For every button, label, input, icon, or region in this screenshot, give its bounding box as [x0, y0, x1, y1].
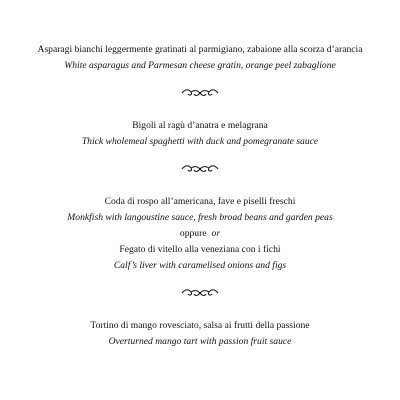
ornamental-flourish-icon — [180, 88, 220, 104]
dish-italian: Bigoli al ragù d’anatra e melagrana — [132, 120, 268, 131]
course-primo — [0, 118, 400, 150]
course-starter — [0, 42, 400, 74]
separator-english: or — [211, 228, 221, 239]
dish-english: Monkfish with langoustine sauce, fresh broad beans and garden peas — [67, 212, 333, 223]
dish-english: Calf’s liver with caramelised onions and figs — [113, 260, 287, 271]
separator-italian: oppure — [179, 228, 207, 239]
dish-english: Overturned mango tart with passion fruit sauce — [108, 336, 292, 347]
dish-italian: Fegato di vitello alla veneziana con i fichi — [119, 244, 281, 255]
dish-english: Thick wholemeal spaghetti with duck and pomegranate sauce — [81, 136, 319, 147]
ornamental-flourish-icon — [180, 288, 220, 304]
dish-italian: Coda di rospo all’americana, fave e piselli freschi — [104, 196, 296, 207]
dish-italian: Tortino di mango rovesciato, salsa ai frutti della passione — [90, 320, 310, 331]
alternative-separator — [0, 226, 400, 242]
dish-italian: Asparagi bianchi leggermente gratinati al parmigiano, zabaione alla scorza d’arancia — [37, 44, 363, 55]
dish-english: White asparagus and Parmesan cheese gratin, orange peel zabaglione — [64, 60, 336, 71]
ornamental-flourish-icon — [180, 164, 220, 180]
course-secondo — [0, 194, 400, 274]
course-dessert — [0, 318, 400, 350]
